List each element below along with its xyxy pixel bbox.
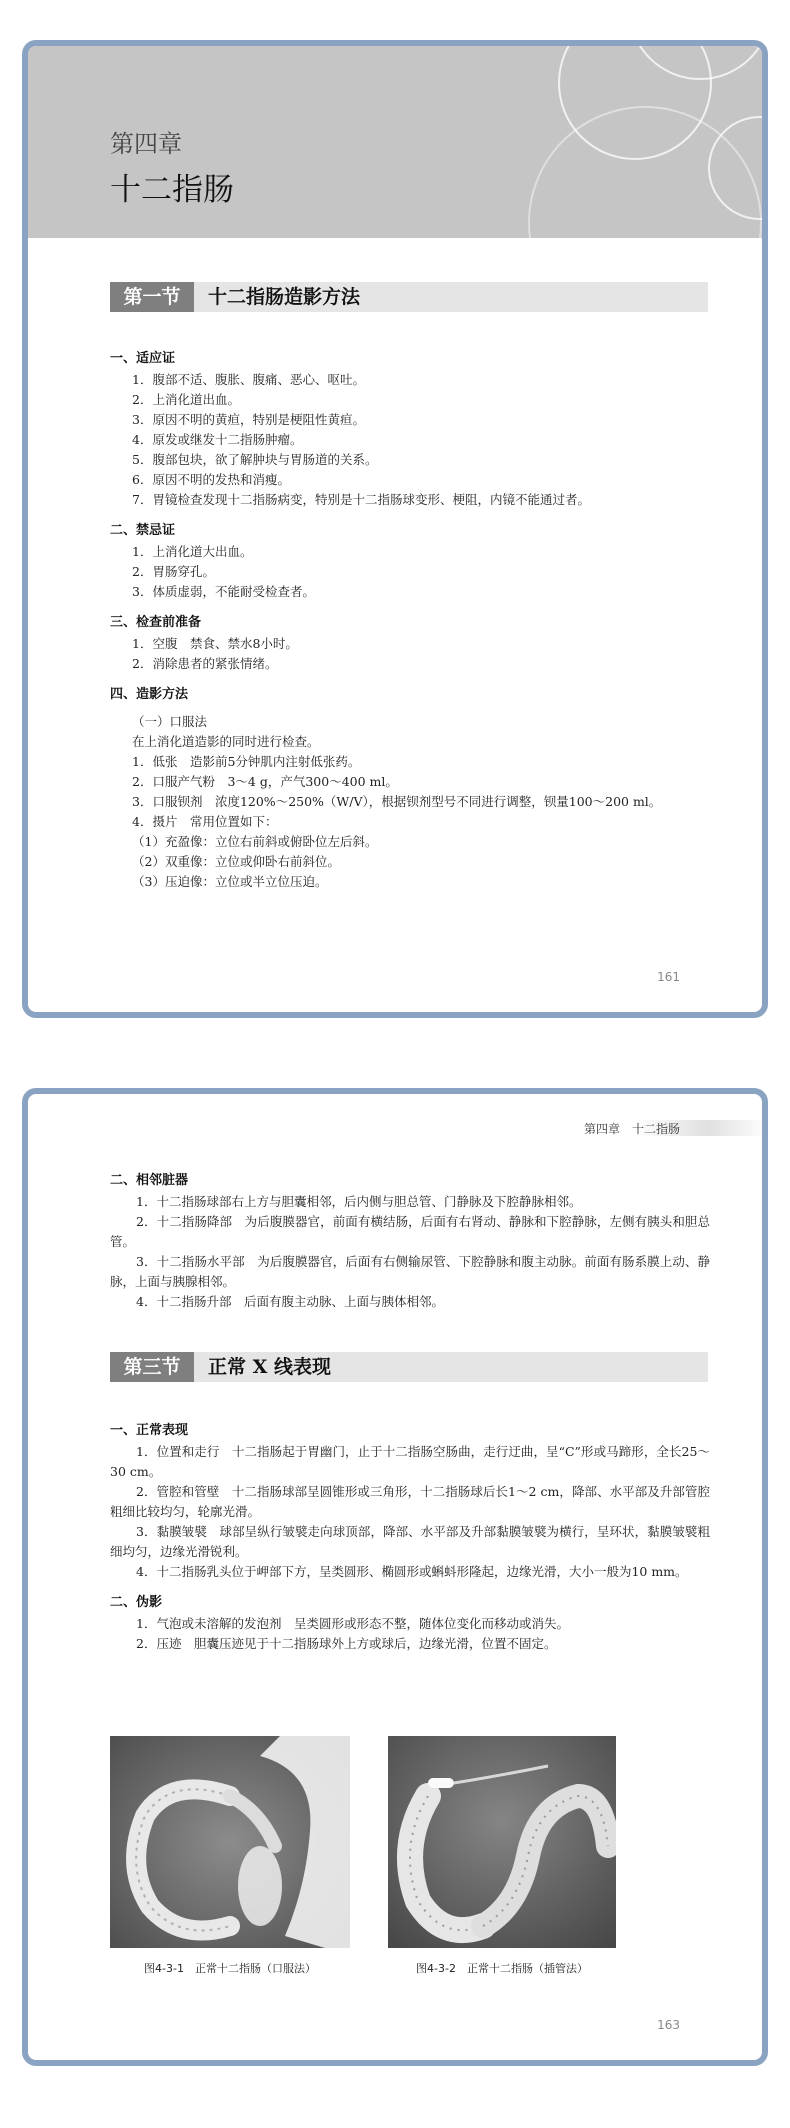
decorative-ring bbox=[528, 106, 762, 238]
book-page-163 bbox=[22, 1088, 768, 2066]
paragraph: 2．压迹 胆囊压迹见于十二指肠球外上方或球后，边缘光滑，位置不固定。 bbox=[136, 1636, 557, 1651]
section-heading bbox=[110, 282, 708, 312]
list-item: 1．空腹 禁食、禁水8小时。 bbox=[132, 636, 298, 651]
subsubheading: （一）口服法 bbox=[132, 714, 208, 729]
list-item: 5．腹部包块，欲了解肿块与胃肠道的关系。 bbox=[132, 452, 378, 467]
subheading: 二、禁忌证 bbox=[110, 523, 176, 538]
figure-caption: 图4-3-2 正常十二指肠（插管法） bbox=[416, 1962, 588, 1975]
list-item: 在上消化道造影的同时进行检查。 bbox=[132, 734, 320, 749]
xray-figure-catheter bbox=[388, 1736, 616, 1948]
list-item: 1．上消化道大出血。 bbox=[132, 544, 253, 559]
section-number: 第三节 bbox=[110, 1352, 194, 1382]
page-body-top bbox=[110, 1170, 710, 1312]
paragraph: 1．十二指肠球部右上方与胆囊相邻，后内侧与胆总管、门静脉及下腔静脉相邻。 bbox=[136, 1194, 582, 1209]
list-item: 1．腹部不适、腹胀、腹痛、恶心、呕吐。 bbox=[132, 372, 365, 387]
chapter-banner bbox=[28, 46, 762, 238]
list-item: 2．消除患者的紧张情绪。 bbox=[132, 656, 278, 671]
paragraph: 4．十二指肠升部 后面有腹主动脉、上面与胰体相邻。 bbox=[136, 1294, 444, 1309]
list-item: 1．低张 造影前5分钟肌内注射低张药。 bbox=[132, 754, 361, 769]
paragraph: 4．十二指肠乳头位于岬部下方，呈类圆形、椭圆形或蝌蚪形隆起，边缘光滑，大小一般为10 mm。 bbox=[136, 1564, 688, 1579]
list-item: （3）压迫像：立位或半立位压迫。 bbox=[132, 874, 328, 889]
page-body bbox=[110, 348, 710, 892]
list-item: 4．原发或继发十二指肠肿瘤。 bbox=[132, 432, 303, 447]
page-number: 163 bbox=[657, 2018, 680, 2032]
book-page-161 bbox=[22, 40, 768, 1018]
list-item: 2．胃肠穿孔。 bbox=[132, 564, 215, 579]
chapter-title: 十二指肠 bbox=[110, 172, 234, 208]
subheading: 三、检查前准备 bbox=[110, 615, 202, 630]
paragraph: 1．位置和走行 十二指肠起于胃幽门，止于十二指肠空肠曲，走行迂曲，呈“C”形或马蹄形，全长25～30 cm。 bbox=[110, 1444, 710, 1479]
list-item: （2）双重像：立位或仰卧右前斜位。 bbox=[132, 854, 340, 869]
section-number: 第一节 bbox=[110, 282, 194, 312]
page-body-bottom bbox=[110, 1420, 710, 1654]
list-item: 4．摄片 常用位置如下： bbox=[132, 814, 278, 829]
section-heading bbox=[110, 1352, 708, 1382]
list-item: 2．口服产气粉 3～4 g，产气300～400 ml。 bbox=[132, 774, 398, 789]
subheading: 二、相邻脏器 bbox=[110, 1173, 189, 1188]
subheading: 一、正常表现 bbox=[110, 1423, 189, 1438]
figure-caption: 图4-3-1 正常十二指肠（口服法） bbox=[144, 1962, 316, 1975]
paragraph: 1．气泡或未溶解的发泡剂 呈类圆形或形态不整，随体位变化而移动或消失。 bbox=[136, 1616, 569, 1631]
chapter-label: 第四章 bbox=[110, 130, 182, 158]
subheading: 四、造影方法 bbox=[110, 687, 189, 702]
xray-figure-oral bbox=[110, 1736, 350, 1948]
section-title: 正常 X 线表现 bbox=[208, 1356, 331, 1378]
paragraph: 2．十二指肠降部 为后腹膜器官，前面有横结肠，后面有右肾动、静脉和下腔静脉，左侧有胰头和胆总管。 bbox=[110, 1214, 710, 1249]
subheading: 一、适应证 bbox=[110, 351, 176, 366]
list-item: 3．口服钡剂 浓度120%～250%（W/V），根据钡剂型号不同进行调整，钡量100～200 ml。 bbox=[132, 794, 662, 809]
xray-image bbox=[388, 1736, 616, 1948]
section-title: 十二指肠造影方法 bbox=[208, 286, 361, 308]
list-item: （1）充盈像：立位右前斜或俯卧位左后斜。 bbox=[132, 834, 378, 849]
list-item: 6．原因不明的发热和消瘦。 bbox=[132, 472, 290, 487]
list-item: 3．原因不明的黄疸，特别是梗阻性黄疸。 bbox=[132, 412, 365, 427]
subheading: 二、伪影 bbox=[110, 1595, 163, 1610]
page-number: 161 bbox=[657, 970, 680, 984]
xray-image bbox=[110, 1736, 350, 1948]
list-item: 2．上消化道出血。 bbox=[132, 392, 240, 407]
list-item: 7．胃镜检查发现十二指肠病变，特别是十二指肠球变形、梗阻，内镜不能通过者。 bbox=[132, 492, 590, 507]
list-item: 3．体质虚弱，不能耐受检查者。 bbox=[132, 584, 315, 599]
paragraph: 3．黏膜皱襞 球部呈纵行皱襞走向球顶部，降部、水平部及升部黏膜皱襞为横行，呈环状，黏膜皱襞粗细均匀，边缘光滑锐利。 bbox=[110, 1524, 710, 1559]
paragraph: 3．十二指肠水平部 为后腹膜器官，后面有右侧输尿管、下腔静脉和腹主动脉。前面有肠系膜上动、静脉，上面与胰腺相邻。 bbox=[110, 1254, 710, 1289]
paragraph: 2．管腔和管壁 十二指肠球部呈圆锥形或三角形，十二指肠球后长1～2 cm，降部、水平部及升部管腔粗细比较均匀，轮廓光滑。 bbox=[110, 1484, 710, 1519]
running-head: 第四章 十二指肠 bbox=[583, 1122, 680, 1136]
